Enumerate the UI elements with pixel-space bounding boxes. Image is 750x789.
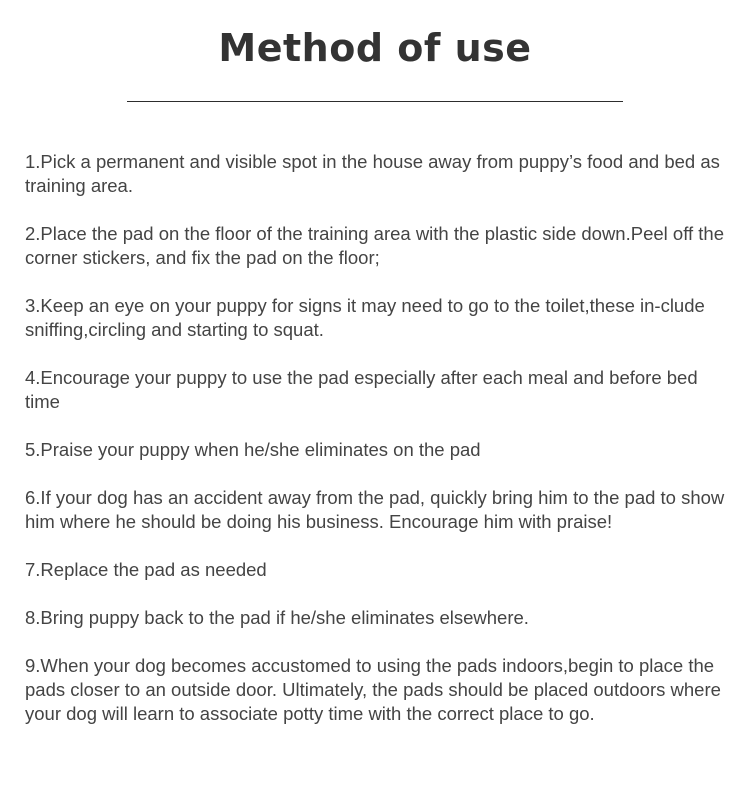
instruction-step-7: 7.Replace the pad as needed: [25, 559, 267, 580]
instruction-step-9: 9.When your dog becomes accustomed to using the pads indoors,begin to place the pads closer to an outside door. Ultimately, the pads should be placed outdoors where your dog will learn to associate potty time with the correct place to go.: [25, 655, 721, 724]
instruction-step-8: 8.Bring puppy back to the pad if he/she eliminates elsewhere.: [25, 607, 529, 628]
page-title: Method of use: [218, 26, 532, 70]
instruction-step-5: 5.Praise your puppy when he/she eliminates on the pad: [25, 439, 481, 460]
instruction-step-3: 3.Keep an eye on your puppy for signs it may need to go to the toilet,these in-clude sniffing,circling and starting to squat.: [25, 295, 705, 340]
instruction-step-1: 1.Pick a permanent and visible spot in the house away from puppy’s food and bed as training area.: [25, 151, 720, 196]
title-divider: [127, 101, 623, 102]
instruction-step-2: 2.Place the pad on the floor of the training area with the plastic side down.Peel off the corner stickers, and fix the pad on the floor;: [25, 223, 724, 268]
instruction-list: [25, 150, 730, 750]
instruction-step-6: 6.If your dog has an accident away from the pad, quickly bring him to the pad to show him where he should be doing his business. Encourage him with praise!: [25, 487, 725, 532]
instruction-step-4: 4.Encourage your puppy to use the pad especially after each meal and before bed time: [25, 367, 698, 412]
